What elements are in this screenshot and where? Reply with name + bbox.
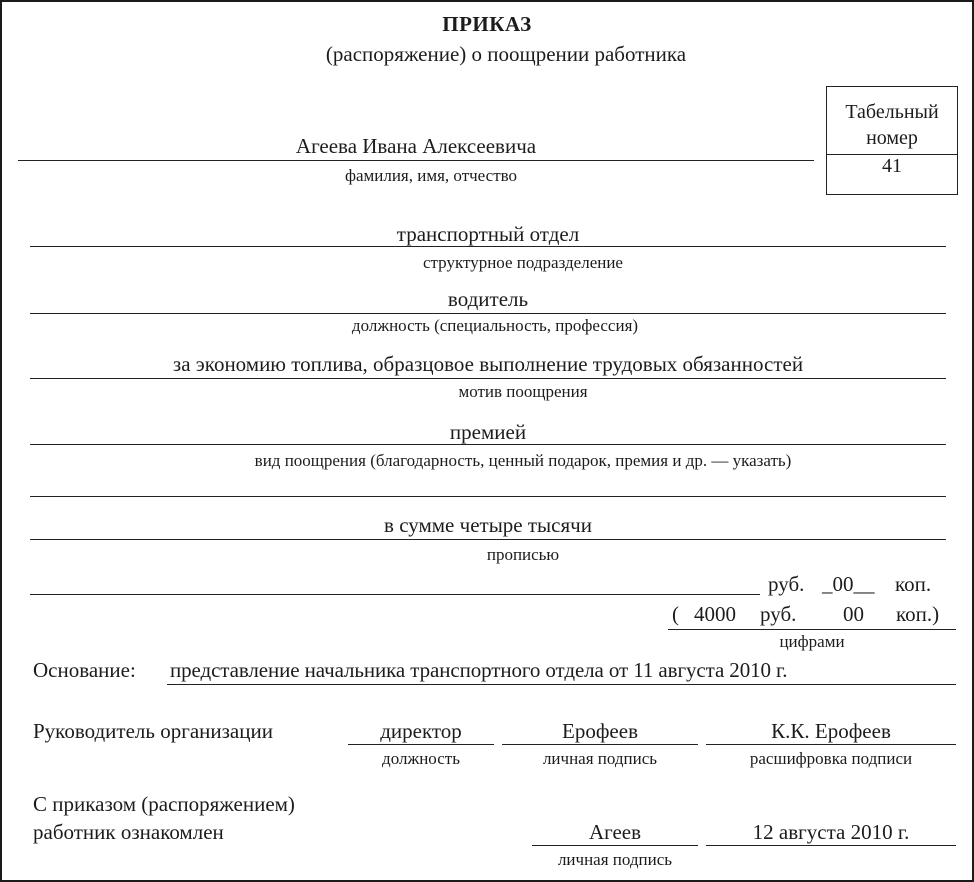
position-caption: должность (специальность, профессия) <box>351 316 639 335</box>
ack-label-line2: работник ознакомлен <box>33 820 224 844</box>
employee-caption: фамилия, имя, отчество <box>344 166 518 185</box>
department-value: транспортный отдел <box>396 222 580 246</box>
head-signature-caption: личная подпись <box>542 749 658 768</box>
position-value: водитель <box>447 287 529 311</box>
tab-number-box <box>826 86 958 195</box>
motive-caption: мотив поощрения <box>458 382 588 401</box>
head-decoding-line <box>706 744 956 745</box>
basis-line <box>167 684 956 685</box>
head-decoding-value: К.К. Ерофеев <box>771 719 891 743</box>
amount-kop-value: _00__ <box>822 572 875 596</box>
employee-name: Агеева Ивана Алексеевича <box>295 134 537 158</box>
amount-continuation-line <box>30 594 760 595</box>
amount-digits-rub-label: руб. <box>760 602 797 626</box>
ack-label-line1: С приказом (распоряжением) <box>33 792 295 816</box>
tab-number-value: 41 <box>882 155 902 177</box>
position-line <box>30 313 946 314</box>
amount-digits-open: ( <box>672 602 679 626</box>
head-decoding-caption: расшифровка подписи <box>749 749 913 768</box>
head-position-line <box>348 744 494 745</box>
employee-line <box>18 160 814 161</box>
motive-line <box>30 378 946 379</box>
department-line <box>30 246 946 247</box>
amount-digits-line <box>668 629 956 630</box>
amount-digits-kop-value: 00 <box>843 602 864 626</box>
ack-signature-value: Агеев <box>588 820 642 844</box>
amount-digits-caption: цифрами <box>779 632 845 651</box>
reward-type-value: премией <box>449 420 527 444</box>
reward-type-caption: вид поощрения (благодарность, ценный подарок, премия и др. — указать) <box>254 451 792 470</box>
head-signature-line <box>502 744 698 745</box>
reward-extra-line <box>30 496 946 497</box>
amount-kop-label: коп. <box>895 572 932 596</box>
motive-value: за экономию топлива, образцовое выполнение трудовых обязанностей <box>172 352 804 376</box>
amount-words-caption: прописью <box>486 545 560 564</box>
ack-date-line <box>706 845 956 846</box>
amount-words-line <box>30 539 946 540</box>
ack-signature-line <box>532 845 698 846</box>
document-title: ПРИКАЗ <box>442 12 532 36</box>
department-caption: структурное подразделение <box>423 253 623 272</box>
reward-type-line <box>30 444 946 445</box>
head-label: Руководитель организации <box>33 719 273 743</box>
head-signature-value: Ерофеев <box>562 719 638 743</box>
amount-digits-kop-label: коп.) <box>896 602 940 626</box>
basis-value: представление начальника транспортного отдела от 11 августа 2010 г. <box>170 658 788 682</box>
amount-words-value: в сумме четыре тысячи <box>384 513 592 537</box>
basis-label: Основание: <box>33 658 136 682</box>
ack-date-value: 12 августа 2010 г. <box>752 820 910 844</box>
head-position-caption: должность <box>382 749 460 768</box>
document-subtitle: (распоряжение) о поощрении работника <box>325 42 687 66</box>
tab-number-label-line2: номер <box>866 127 918 149</box>
amount-digits-rub-value: 4000 <box>694 602 736 626</box>
ack-signature-caption: личная подпись <box>557 850 673 869</box>
tab-number-label-line1: Табельный <box>845 101 939 123</box>
head-position-value: директор <box>380 719 462 743</box>
amount-rub-label: руб. <box>768 572 805 596</box>
